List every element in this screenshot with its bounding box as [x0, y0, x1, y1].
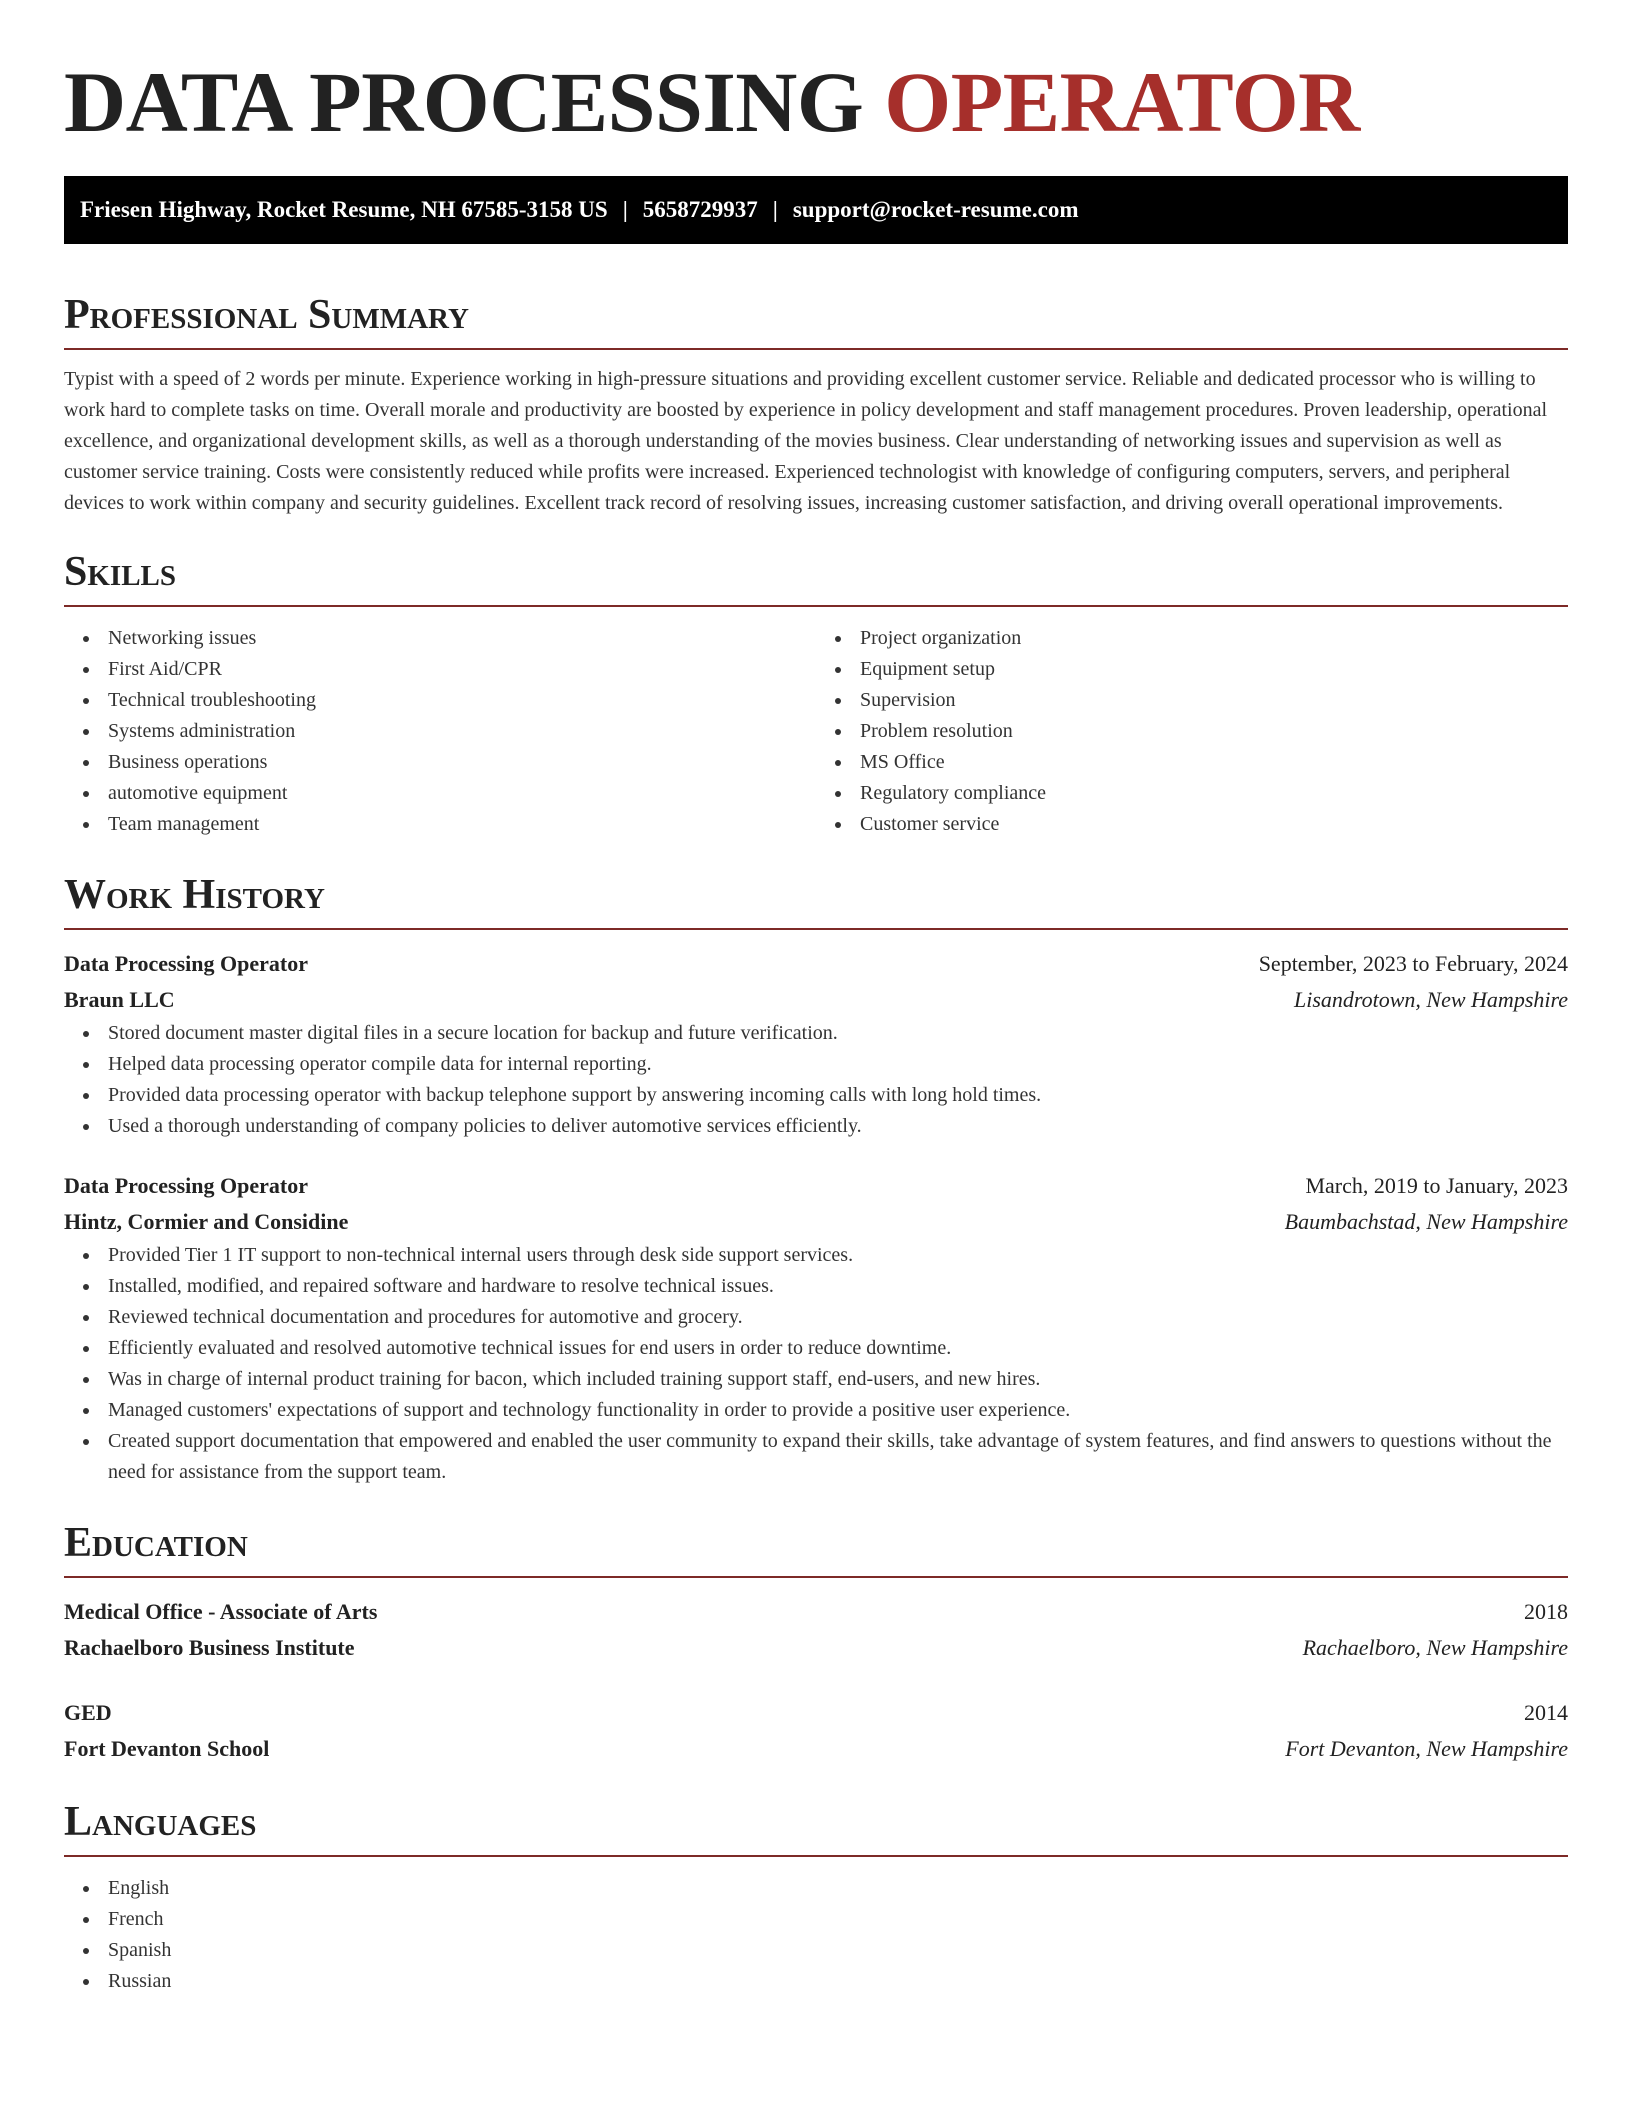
job-location: Lisandrotown, New Hampshire	[1293, 987, 1568, 1012]
summary-text: Typist with a speed of 2 words per minute. Experience working in high-pressure situations and providing excellent customer service. Reliable and dedicated processor who is willing to work hard to complete tasks on time. Overall morale and productivity are boosted by experience in policy development and staff management procedures. Proven leadership, operational excellence, and organizational development skills, as well as a thorough understanding of the movies business. Clear understanding of networking issues and supervision as well as customer service training. Costs were consistently reduced while profits were increased. Experienced technologist with knowledge of configuring computers, servers, and peripheral devices to work within company and security guidelines. Excellent track record of resolving issues, increasing customer satisfaction, and driving overall operational improvements.	[64, 368, 1548, 514]
skill-item: automotive equipment	[64, 778, 816, 809]
job-bullet: Provided data processing operator with backup telephone support by answering incoming calls with long hold times.	[64, 1080, 1568, 1111]
job-header-row	[64, 946, 1568, 982]
job-bullet: Created support documentation that empowered and enabled the user community to expand their skills, take advantage of system features, and find answers to questions without the need for assistance from the support team.	[64, 1426, 1568, 1488]
skill-item: First Aid/CPR	[64, 654, 816, 685]
skills-list-right	[816, 623, 1568, 840]
job-entry	[64, 946, 1568, 1142]
education-school-row	[64, 1731, 1568, 1767]
education-location: Fort Devanton, New Hampshire	[1285, 1736, 1568, 1761]
education-entry	[64, 1695, 1568, 1767]
section-title-education: Education	[64, 1520, 248, 1566]
resume-name	[64, 52, 1568, 152]
section-title-summary: Professional Summary	[64, 292, 469, 338]
skill-item: Regulatory compliance	[816, 778, 1568, 809]
job-bullets	[64, 1018, 1568, 1142]
job-company-row	[64, 1204, 1568, 1240]
job-title: Data Processing Operator	[64, 951, 308, 976]
contact-bar	[64, 176, 1568, 244]
section-divider	[64, 1576, 1568, 1578]
job-company-row	[64, 982, 1568, 1018]
skill-item: Problem resolution	[816, 716, 1568, 747]
language-item: English	[64, 1873, 1568, 1904]
contact-separator: |	[622, 197, 628, 222]
education-school: Rachaelboro Business Institute	[64, 1635, 355, 1660]
name-main: DATA PROCESSING	[64, 54, 864, 150]
section-divider	[64, 605, 1568, 607]
job-bullet: Reviewed technical documentation and procedures for automotive and grocery.	[64, 1302, 1568, 1333]
section-title-skills: Skills	[64, 549, 177, 595]
education-section	[64, 1518, 1568, 1767]
education-year: 2014	[1524, 1700, 1568, 1725]
language-item: French	[64, 1904, 1568, 1935]
education-entry	[64, 1594, 1568, 1666]
job-bullet: Installed, modified, and repaired software and hardware to resolve technical issues.	[64, 1271, 1568, 1302]
section-divider	[64, 348, 1568, 350]
skills-grid	[64, 623, 1568, 840]
education-school-row	[64, 1630, 1568, 1666]
name-accent: OPERATOR	[884, 54, 1360, 150]
skill-item: Supervision	[816, 685, 1568, 716]
education-school: Fort Devanton School	[64, 1736, 270, 1761]
languages-list	[64, 1873, 1568, 1997]
contact-phone: 5658729937	[642, 197, 758, 222]
job-dates: March, 2019 to January, 2023	[1305, 1173, 1568, 1198]
education-location: Rachaelboro, New Hampshire	[1302, 1635, 1568, 1660]
skill-item: Technical troubleshooting	[64, 685, 816, 716]
job-company: Hintz, Cormier and Considine	[64, 1209, 349, 1234]
section-divider	[64, 928, 1568, 930]
job-company: Braun LLC	[64, 987, 175, 1012]
summary-section	[64, 290, 1568, 519]
skills-section	[64, 547, 1568, 840]
job-header-row	[64, 1168, 1568, 1204]
work-section	[64, 870, 1568, 1488]
job-dates: September, 2023 to February, 2024	[1258, 951, 1568, 976]
skill-item: Project organization	[816, 623, 1568, 654]
skill-item: Equipment setup	[816, 654, 1568, 685]
job-bullets	[64, 1240, 1568, 1488]
section-title-work: Work History	[64, 872, 325, 918]
job-location: Baumbachstad, New Hampshire	[1284, 1209, 1568, 1234]
job-bullet: Stored document master digital files in a secure location for backup and future verification.	[64, 1018, 1568, 1049]
job-title: Data Processing Operator	[64, 1173, 308, 1198]
job-bullet: Was in charge of internal product training for bacon, which included training support staff, end-users, and new hires.	[64, 1364, 1568, 1395]
languages-section	[64, 1797, 1568, 1997]
contact-email: support@rocket-resume.com	[792, 197, 1079, 222]
education-year: 2018	[1524, 1599, 1568, 1624]
language-item: Russian	[64, 1966, 1568, 1997]
skill-item: Team management	[64, 809, 816, 840]
skill-item: Systems administration	[64, 716, 816, 747]
education-degree: Medical Office - Associate of Arts	[64, 1599, 378, 1624]
skill-item: Business operations	[64, 747, 816, 778]
skill-item: Customer service	[816, 809, 1568, 840]
skills-list-left	[64, 623, 816, 840]
language-item: Spanish	[64, 1935, 1568, 1966]
section-divider	[64, 1855, 1568, 1857]
education-header-row	[64, 1695, 1568, 1731]
education-header-row	[64, 1594, 1568, 1630]
skill-item: MS Office	[816, 747, 1568, 778]
job-bullet: Provided Tier 1 IT support to non-technical internal users through desk side support services.	[64, 1240, 1568, 1271]
job-bullet: Managed customers' expectations of support and technology functionality in order to provide a positive user experience.	[64, 1395, 1568, 1426]
job-bullet: Helped data processing operator compile data for internal reporting.	[64, 1049, 1568, 1080]
contact-address: Friesen Highway, Rocket Resume, NH 67585-3158 US	[80, 197, 608, 222]
skill-item: Networking issues	[64, 623, 816, 654]
contact-separator: |	[772, 197, 778, 222]
job-bullet: Efficiently evaluated and resolved automotive technical issues for end users in order to reduce downtime.	[64, 1333, 1568, 1364]
job-entry	[64, 1168, 1568, 1488]
job-bullet: Used a thorough understanding of company policies to deliver automotive services efficiently.	[64, 1111, 1568, 1142]
section-title-languages: Languages	[64, 1799, 257, 1845]
education-degree: GED	[64, 1700, 112, 1725]
